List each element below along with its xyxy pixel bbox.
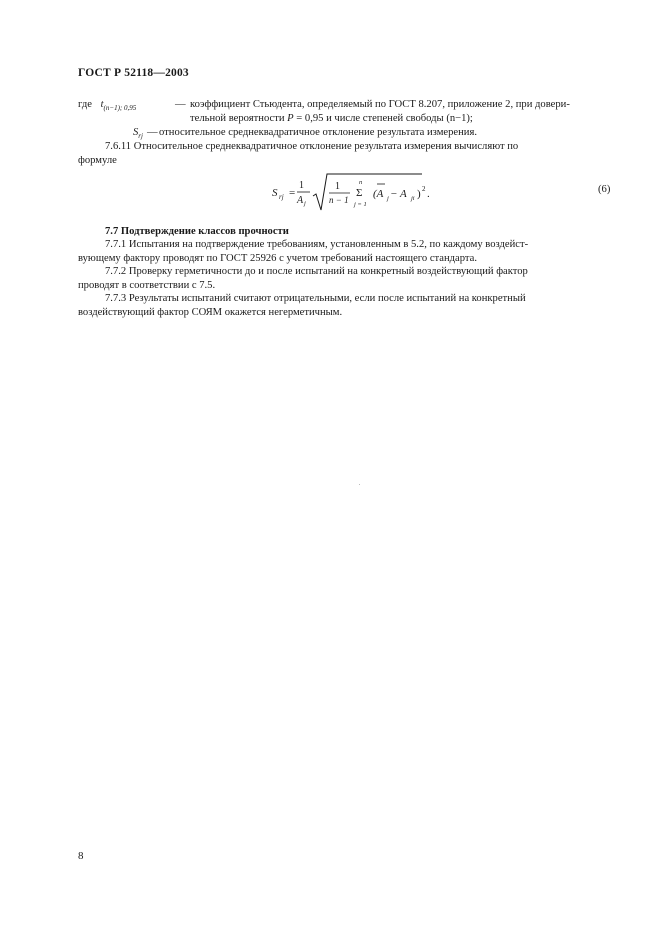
definition-t-coefficient — [78, 98, 136, 115]
formula-lhs-sub: rj — [279, 193, 284, 201]
scan-speck — [359, 484, 360, 485]
formula-term-open: (A — [373, 188, 384, 200]
page-header-standard-title: ГОСТ Р 52118—2003 — [78, 67, 189, 79]
page-number: 8 — [78, 850, 84, 862]
s-description: относительное среднеквадратичное отклонение результата измерения. — [159, 127, 477, 138]
formula-6 — [270, 172, 490, 218]
formula-outer-denominator-sub: j — [304, 200, 306, 207]
paragraph-7-7-2-line-2: проводят в соответствии с 7.5. — [78, 280, 216, 291]
paragraph-7-6-11-line-1: 7.6.11 Относительное среднеквадратичное отклонение результата измерения вычисляют по — [105, 141, 519, 152]
paragraph-7-7-3-line-1: 7.7.3 Результаты испытаний считают отрицательными, если после испытаний на конкретный — [105, 293, 526, 304]
formula-inner-denominator: n − 1 — [329, 195, 349, 205]
t-dash: — — [175, 99, 186, 110]
formula-term-minus: − A — [390, 188, 407, 200]
t-description-part-a: тельной вероятности — [190, 113, 288, 124]
s-subscript: rj — [138, 132, 143, 140]
formula-sum-upper: n — [359, 179, 363, 186]
formula-sum-sign: Σ — [356, 187, 363, 199]
section-7-7-title: 7.7 Подтверждение классов прочности — [105, 226, 289, 237]
t-description-part-b: = 0,95 и числе степеней свободы (n−1); — [293, 113, 473, 124]
t-subscript: (n−1); 0,95 — [103, 104, 137, 112]
formula-term-j: j — [387, 195, 389, 202]
formula-square: 2 — [422, 185, 426, 193]
probability-symbol: P — [287, 113, 294, 124]
formula-number: (6) — [598, 184, 611, 195]
t-symbol: t — [100, 99, 104, 110]
formula-outer-numerator: 1 — [299, 180, 304, 191]
formula-term-close: ) — [417, 188, 421, 200]
formula-period: . — [427, 188, 430, 200]
paragraph-7-7-2-line-1: 7.7.2 Проверку герметичности до и после испытаний на конкретный воздействующий фактор — [105, 266, 528, 277]
formula-outer-denominator: A — [297, 195, 304, 206]
formula-sum-lower: j = 1 — [354, 201, 367, 208]
formula-term-ji: ji — [411, 195, 415, 202]
paragraph-7-7-1-line-2: вующему фактору проводят по ГОСТ 25926 с учетом требований настоящего стандарта. — [78, 253, 478, 264]
t-description-line-2 — [190, 112, 473, 126]
paragraph-7-6-11 — [78, 140, 615, 154]
t-description-line-1: коэффициент Стьюдента, определяемый по ГОСТ 8.207, приложение 2, при довери- — [190, 99, 570, 110]
s-symbol: S — [133, 127, 139, 138]
paragraph-7-7-3-line-2: воздействующий фактор СОЯМ окажется негерметичным. — [78, 307, 343, 318]
s-dash: — — [147, 127, 158, 138]
paragraph-7-6-11-line-2: формуле — [78, 155, 117, 166]
paragraph-7-7-1-line-1: 7.7.1 Испытания на подтверждение требованиям, установленным в 5.2, по каждому воздейст- — [105, 239, 529, 250]
formula-inner-numerator: 1 — [335, 181, 340, 192]
definition-intro: где — [78, 99, 92, 110]
formula-equals: = — [289, 187, 296, 199]
formula-lhs: S — [272, 187, 278, 199]
